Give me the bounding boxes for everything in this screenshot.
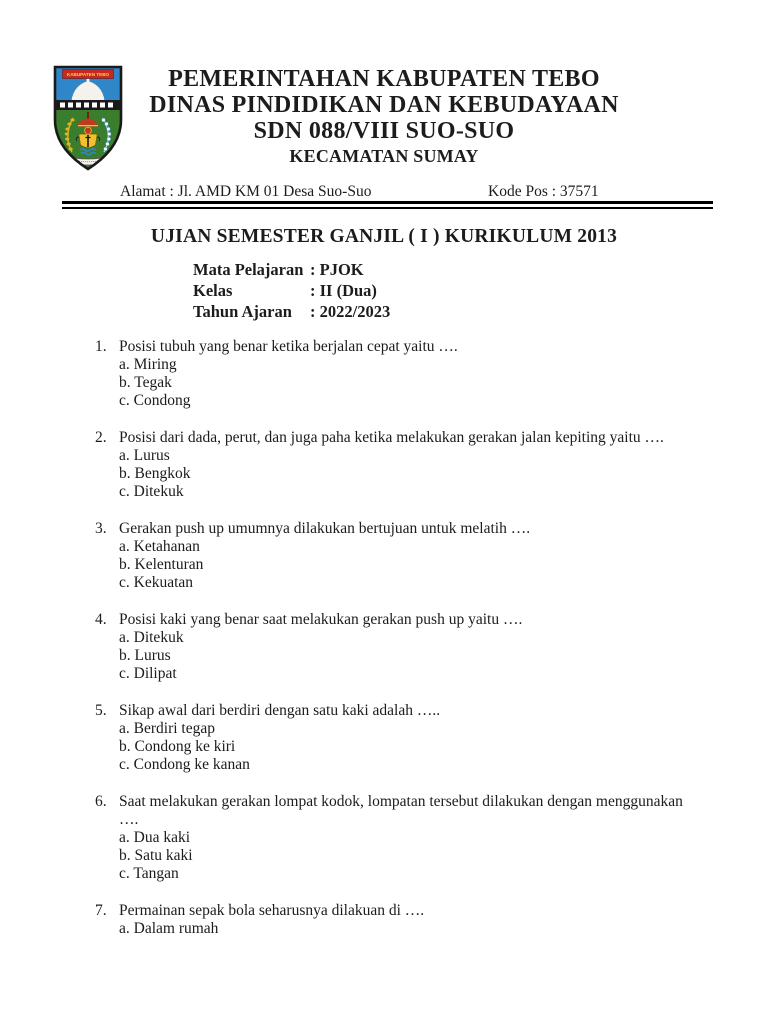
answer-option: c. Condong: [119, 392, 191, 409]
meta-row-year: [193, 301, 390, 322]
answer-option: a. Berdiri tegap: [119, 720, 215, 737]
question-text: Posisi kaki yang benar saat melakukan gerakan push up yaitu ….: [119, 611, 523, 628]
header-line-government: PEMERINTAHAN KABUPATEN TEBO: [168, 66, 600, 92]
postal-code-text: Kode Pos : 37571: [488, 183, 599, 200]
meta-value-subject: : PJOK: [310, 260, 364, 279]
question-options: [119, 356, 725, 410]
question-body: [119, 520, 725, 592]
answer-option: b. Lurus: [119, 647, 171, 664]
question-number: 5.: [95, 702, 107, 719]
answer-option: a. Dua kaki: [119, 829, 191, 846]
question-list: [95, 338, 725, 957]
question-options: [119, 720, 725, 774]
question-number: 2.: [95, 429, 107, 446]
letterhead: [0, 66, 768, 168]
question-block: [95, 338, 725, 410]
answer-option: a. Lurus: [119, 447, 170, 464]
header-line-department: DINAS PINDIDIKAN DAN KEBUDAYAAN: [149, 92, 619, 118]
answer-option: c. Kekuatan: [119, 574, 194, 591]
question-block: [95, 520, 725, 592]
question-options: [119, 629, 725, 683]
meta-row-subject: [193, 259, 390, 280]
question-body: [119, 902, 725, 938]
answer-option: c. Dilipat: [119, 665, 177, 682]
question-body: [119, 793, 725, 883]
question-text-continued: ….: [119, 811, 139, 828]
header-line-school: SDN 088/VIII SUO-SUO: [253, 118, 515, 144]
answer-option: b. Kelenturan: [119, 556, 204, 573]
question-text: Posisi tubuh yang benar ketika berjalan cepat yaitu ….: [119, 338, 458, 355]
meta-label-class: Kelas: [193, 281, 233, 300]
question-text: Gerakan push up umumnya dilakukan bertujuan untuk melatih ….: [119, 520, 531, 537]
question-number: 1.: [95, 338, 107, 355]
question-options: [119, 829, 725, 883]
answer-option: a. Ketahanan: [119, 538, 200, 555]
answer-option: a. Dalam rumah: [119, 920, 219, 937]
question-text: Permainan sepak bola seharusnya dilakuan di ….: [119, 902, 425, 919]
question-block: [95, 702, 725, 774]
answer-option: c. Ditekuk: [119, 483, 184, 500]
meta-label-year: Tahun Ajaran: [193, 302, 292, 321]
question-body: [119, 429, 725, 501]
letterhead-divider-rule: [62, 201, 713, 209]
header-line-district: KECAMATAN SUMAY: [289, 146, 479, 166]
answer-option: c. Tangan: [119, 865, 179, 882]
meta-label-subject: Mata Pelajaran: [193, 260, 304, 279]
address-text: Alamat : Jl. AMD KM 01 Desa Suo-Suo: [120, 183, 372, 200]
answer-option: b. Bengkok: [119, 465, 191, 482]
answer-option: a. Miring: [119, 356, 177, 373]
answer-option: b. Tegak: [119, 374, 172, 391]
question-number: 3.: [95, 520, 107, 537]
question-body: [119, 338, 725, 410]
question-body: [119, 611, 725, 683]
question-number: 4.: [95, 611, 107, 628]
question-text: Posisi dari dada, perut, dan juga paha ketika melakukan gerakan jalan kepiting yaitu ….: [119, 429, 664, 446]
exam-meta: [193, 259, 390, 322]
question-block: [95, 429, 725, 501]
question-block: [95, 611, 725, 683]
meta-row-class: [193, 280, 390, 301]
answer-option: b. Condong ke kiri: [119, 738, 236, 755]
question-block: [95, 793, 725, 883]
question-number: 6.: [95, 793, 107, 810]
question-text: Saat melakukan gerakan lompat kodok, lompatan tersebut dilakukan dengan menggunakan: [119, 793, 683, 810]
question-block: [95, 902, 725, 938]
question-options: [119, 920, 725, 938]
answer-option: c. Condong ke kanan: [119, 756, 250, 773]
question-number: 7.: [95, 902, 107, 919]
question-options: [119, 447, 725, 501]
answer-option: b. Satu kaki: [119, 847, 193, 864]
question-options: [119, 538, 725, 592]
question-body: [119, 702, 725, 774]
exam-title: UJIAN SEMESTER GANJIL ( I ) KURIKULUM 2013: [150, 226, 618, 247]
logo-banner-text: KABUPATEN TEBO: [66, 72, 110, 78]
meta-value-class: : II (Dua): [310, 281, 377, 300]
answer-option: a. Ditekuk: [119, 629, 184, 646]
meta-value-year: : 2022/2023: [310, 302, 391, 321]
question-text: Sikap awal dari berdiri dengan satu kaki adalah …..: [119, 702, 441, 719]
address-row: [0, 183, 768, 201]
